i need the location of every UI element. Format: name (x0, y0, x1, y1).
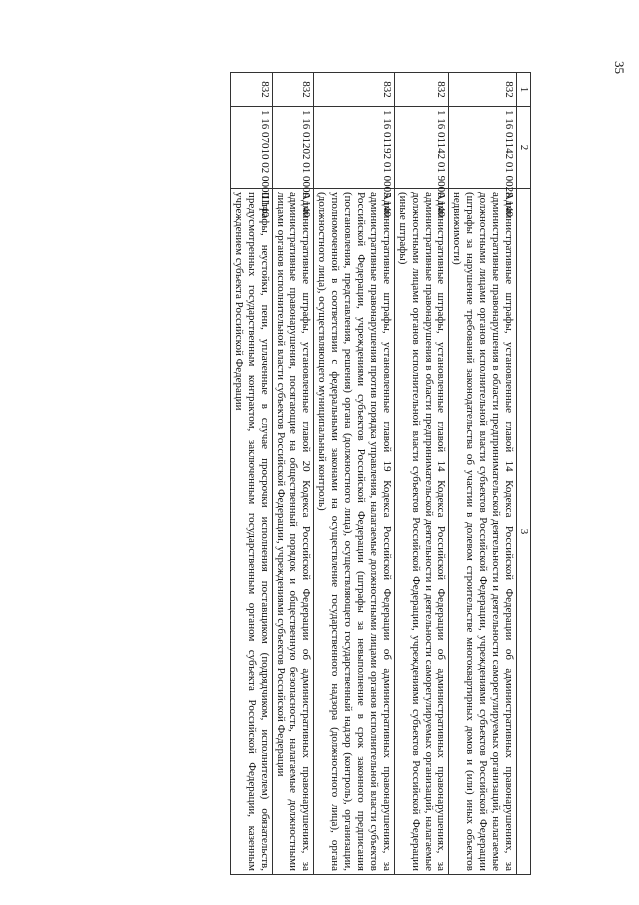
description-cell: Административные штрафы, установленные главой 20 Кодекса Российской Федерации об административных правонарушениях, за административные правонарушения, посягающие на общественный порядок и общественную безопасность, налагаемые должностными лицами органов исполнительной власти субъектов Российской Федерации, учреждениями субъектов Российской Федерации (272, 189, 314, 875)
page-number: 35 (612, 61, 627, 74)
kbk-code-cell: 1 16 07010 02 0000 140 (230, 107, 272, 189)
admin-code-cell: 832 (314, 73, 394, 107)
kbk-code-cell: 1 16 01142 01 9000 140 (394, 107, 449, 189)
kbk-code-cell: 1 16 01142 01 0028 140 (449, 107, 517, 189)
kbk-code-cell: 1 16 01202 01 0000 140 (272, 107, 314, 189)
admin-code-cell: 832 (394, 73, 449, 107)
admin-code-cell: 832 (449, 73, 517, 107)
description-cell: Штрафы, неустойки, пени, уплаченные в случае просрочки исполнения поставщиком (подрядчиком, исполнителем) обязательств, предусмотренных государственным контрактом, заключенным государственным органом субъекта Российской Федерации, казенным учреждением субъекта Российской Федерации (230, 189, 272, 875)
kbk-code-cell: 1 16 01192 01 0005 140 (314, 107, 394, 189)
header-col-1: 1 (517, 73, 531, 107)
header-col-2: 2 (517, 107, 531, 189)
admin-code-cell: 832 (230, 73, 272, 107)
table-row (449, 73, 517, 875)
header-col-3: 3 (517, 189, 531, 875)
description-cell: Административные штрафы, установленные главой 14 Кодекса Российской Федерации об административных правонарушениях, за административные правонарушения в области предпринимательской деятельности и деятельности саморегулируемых организаций, налагаемые должностными лицами органов исполнительной власти субъектов Российской Федерации, учреждениями субъектов Российской Федерации (штрафы за нарушение требований законодательства об участии в долевом строительстве многоквартирных домов и (или) иных объектов недвижимости) (449, 189, 517, 875)
admin-code-cell: 832 (272, 73, 314, 107)
table-row (394, 73, 449, 875)
description-cell: Административные штрафы, установленные главой 19 Кодекса Российской Федерации об административных правонарушениях, за административные правонарушения против порядка управления, налагаемые должностными лицами органов исполнительной власти субъектов Российской Федерации, учреждениями субъектов Российской Федерации (штрафы за невыполнение в срок законного предписания (постановления, представления, решения) органа (должностного лица), осуществляющего государственный надзор (контроль), организации, уполномоченной в соответствии с федеральными законами на осуществление государственного надзора (должностного лица), органа (должностного лица), осуществляющего муниципальный контроль) (314, 189, 394, 875)
table-row (314, 73, 394, 875)
table-row (230, 73, 272, 875)
table-header-row (517, 73, 531, 875)
rotated-sheet (108, 72, 531, 875)
revenue-codes-table (230, 72, 531, 875)
description-cell: Административные штрафы, установленные главой 14 Кодекса Российской Федерации об административных правонарушениях, за административные правонарушения в области предпринимательской деятельности и деятельности саморегулируемых организаций, налагаемые должностными лицами органов исполнительной власти субъектов Российской Федерации, учреждениями субъектов Российской Федерации (иные штрафы) (394, 189, 449, 875)
table-row (272, 73, 314, 875)
